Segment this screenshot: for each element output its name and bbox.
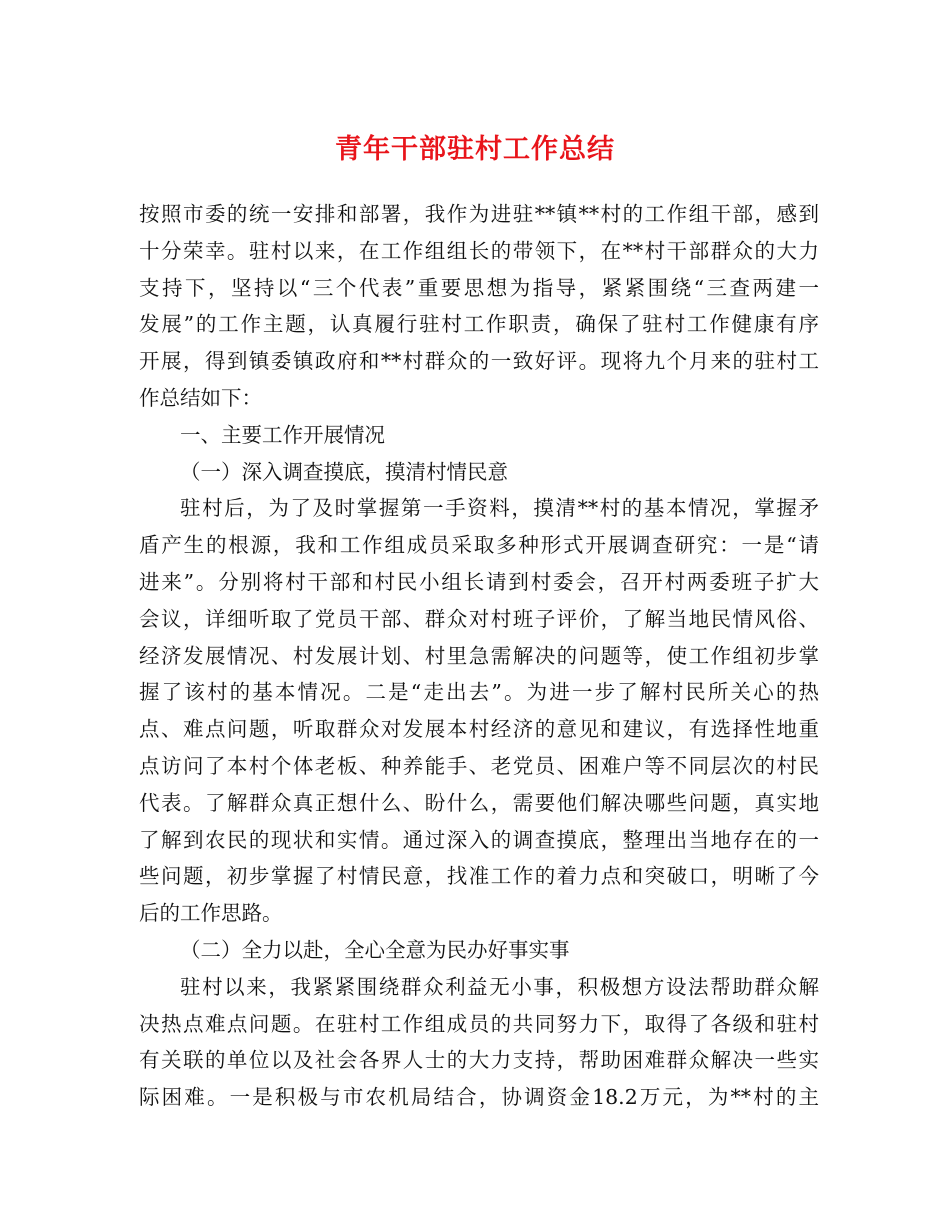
body-line: 开展，得到镇委镇政府和**村群众的一致好评。现将九个月来的驻村工 (139, 349, 819, 374)
body-line: 支持下，坚持以“三个代表”重要思想为指导，紧紧围绕“三查两建一 (139, 275, 819, 300)
body-line: 后的工作思路。 (139, 901, 283, 926)
body-line: 驻村后，为了及时掌握第一手资料，摸清**村的基本情况，掌握矛 (180, 496, 819, 521)
body-line: 握了该村的基本情况。二是“走出去”。为进一步了解村民所关心的热 (139, 680, 819, 705)
body-line: 点访问了本村个体老板、种养能手、老党员、困难户等不同层次的村民 (139, 753, 819, 778)
body-line: 一、主要工作开展情况 (180, 422, 385, 447)
body-line: 些问题，初步掌握了村情民意，找准工作的着力点和突破口，明晰了今 (139, 864, 819, 889)
body-line: （一）深入调查摸底，摸清村情民意 (180, 459, 508, 484)
body-line: 盾产生的根源，我和工作组成员采取多种形式开展调查研究：一是“请 (139, 533, 819, 558)
body-line: （二）全力以赴，全心全意为民办好事实事 (180, 937, 570, 962)
body-line: 发展”的工作主题，认真履行驻村工作职责，确保了驻村工作健康有序 (139, 312, 819, 337)
body-line: 进来”。分别将村干部和村民小组长请到村委会，召开村两委班子扩大 (139, 569, 819, 594)
document-title: 青年干部驻村工作总结 (335, 134, 615, 165)
body-line: 会议，详细听取了党员干部、群众对村班子评价，了解当地民情风俗、 (139, 606, 819, 631)
body-line: 有关联的单位以及社会各界人士的大力支持，帮助困难群众解决一些实 (139, 1048, 819, 1073)
body-line: 际困难。一是积极与市农机局结合，协调资金18.2万元，为**村的主 (139, 1085, 819, 1110)
body-line: 代表。了解群众真正想什么、盼什么，需要他们解决哪些问题，真实地 (139, 790, 819, 815)
body-line: 按照市委的统一安排和部署，我作为进驻**镇**村的工作组干部，感到 (139, 202, 819, 226)
body-line: 了解到农民的现状和实情。通过深入的调查摸底，整理出当地存在的一 (139, 827, 819, 852)
body-line: 作总结如下： (139, 385, 262, 410)
body-line: 驻村以来，我紧紧围绕群众利益无小事，积极想方设法帮助群众解 (180, 974, 819, 999)
body-line: 经济发展情况、村发展计划、村里急需解决的问题等，使工作组初步掌 (139, 643, 819, 668)
body-line: 十分荣幸。驻村以来，在工作组组长的带领下，在**村干部群众的大力 (139, 238, 819, 263)
body-line: 点、难点问题，听取群众对发展本村经济的意见和建议，有选择性地重 (139, 717, 819, 742)
body-line: 决热点难点问题。在驻村工作组成员的共同努力下，取得了各级和驻村 (139, 1011, 819, 1036)
document-body (139, 196, 819, 1116)
